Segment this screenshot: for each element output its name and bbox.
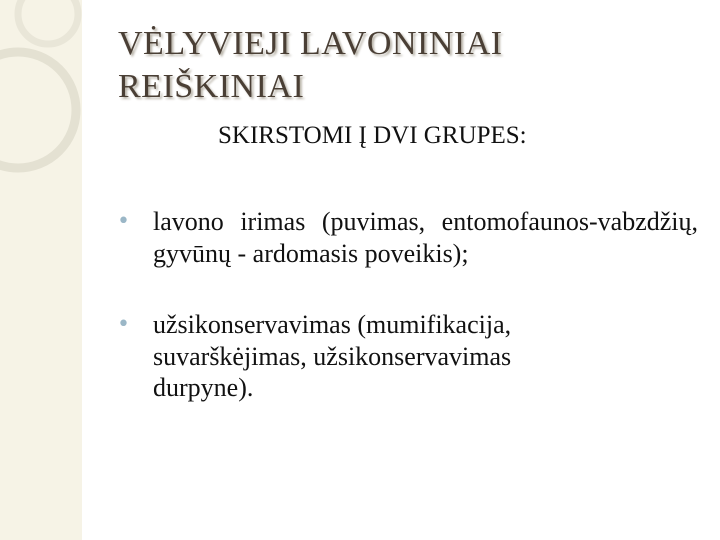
bullet-list [113, 206, 698, 404]
slide-title-line-2: REIŠKINIAI [118, 68, 305, 105]
bullet-item-decomposition [113, 206, 698, 269]
decorative-ring-small [18, 0, 78, 44]
slide-title [118, 22, 698, 108]
bullet-text-preservation: užsikonservavimas (mumifikacija, suvarškėjimas, užsikonservavimas durpyne). [153, 310, 512, 402]
decorative-ring-large [0, 52, 76, 168]
bullet-text-decomposition: lavono irimas (puvimas, entomofaunos-vabzdžių, gyvūnų - ardomasis poveikis); [153, 207, 698, 268]
slide-subtitle: SKIRSTOMI Į DVI GRUPES: [218, 122, 527, 149]
round-bullet-icon: • [117, 312, 130, 337]
bullet-item-preservation [113, 309, 698, 404]
slide-title-line-1: VĖLYVIEJI LAVONINIAI [118, 25, 503, 62]
round-bullet-icon: • [117, 209, 130, 234]
